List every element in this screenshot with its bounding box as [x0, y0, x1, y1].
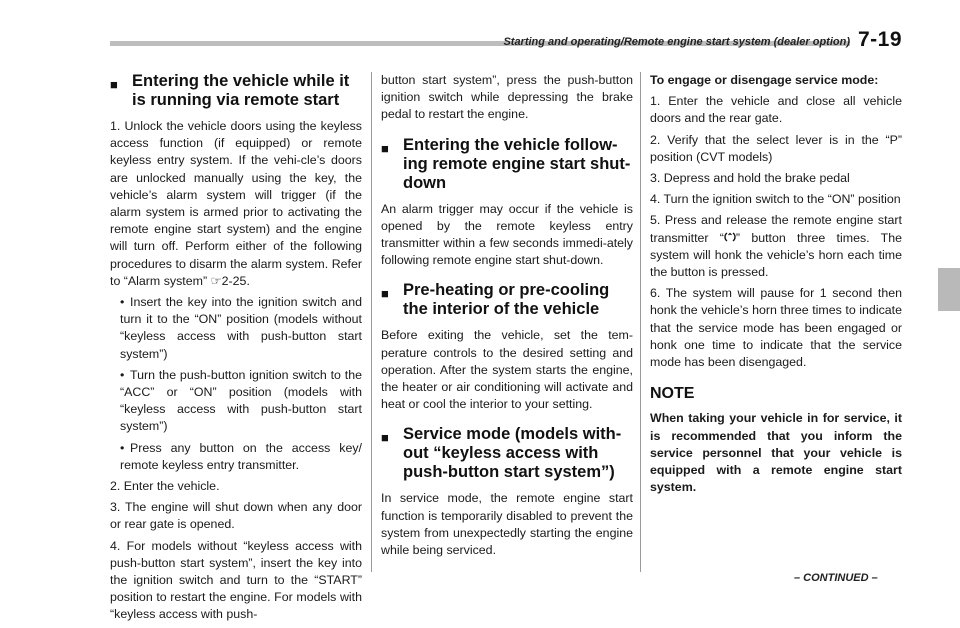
- step: 1. Enter the vehicle and close all vehicle doors and the rear gate.: [650, 94, 902, 126]
- note-text: When taking your vehicle in for service, it is recommended that you inform the service personnel that your vehicle is equipped with a remote engine start system.: [650, 411, 902, 495]
- paragraph: An alarm trigger may occur if the vehicle is opened by the remote keyless entry transmitter within a few seconds immedi-ately following remote engine start shut-down.: [381, 201, 633, 268]
- column-1: [110, 72, 362, 628]
- section-heading: ■ Service mode (models with-out “keyless access with push-button start system”): [381, 425, 622, 482]
- step: 3. Depress and hold the brake pedal: [650, 171, 850, 186]
- bullet-icon: •: [120, 295, 125, 310]
- header-title: Starting and operating/Remote engine start system (dealer option): [503, 36, 850, 48]
- column-2: [381, 72, 633, 563]
- bullet-icon: •: [120, 367, 125, 382]
- section-heading: ■ Pre-heating or pre-cooling the interior of the vehicle: [381, 281, 610, 319]
- column-divider: [371, 72, 372, 572]
- bullet-item: • Press any button on the access key/ remote keyless entry transmitter.: [120, 440, 362, 472]
- subheading: To engage or disengage service mode:: [650, 73, 879, 87]
- bullet-item: • Turn the push-button ignition switch to the “ACC” or “ON” position (models with “keyless access with push-button start system”): [120, 367, 362, 434]
- remote-start-button-icon: [724, 231, 736, 243]
- page-number: 7-19: [858, 28, 903, 51]
- page-reference-icon: ☞: [210, 273, 222, 288]
- bullet-icon: •: [120, 440, 125, 455]
- column-3: [650, 72, 902, 500]
- step: 6. The system will pause for 1 second then honk the vehicle’s horn three times to indicate that the service mode has been engaged or honk one time to indicate that the service mode has been disengaged.: [650, 286, 902, 370]
- paragraph: In service mode, the remote engine start function is temporarily disabled to prevent the system from unexpectedly starting the engine while being serviced.: [381, 491, 633, 558]
- section-heading: ■ Entering the vehicle while it is running via remote start: [110, 72, 350, 109]
- square-bullet-icon: ■: [381, 430, 389, 446]
- continued-label: – CONTINUED –: [794, 572, 878, 584]
- section-tab: [938, 268, 960, 311]
- square-bullet-icon: ■: [381, 140, 389, 156]
- section-heading: ■ Entering the vehicle follow-ing remote engine start shut-down: [381, 135, 631, 192]
- step: 2. Verify that the select lever is in the “P” position (CVT models): [650, 132, 902, 164]
- step: 4. For models without “keyless access with push-button start system”, insert the key into the ignition switch and turn to the “START” position to restart the engine. For models with “keyless access with push-: [110, 538, 362, 622]
- column-divider: [640, 72, 641, 572]
- bullet-item: • Insert the key into the ignition switch and turn it to the “ON” position (models without “keyless access with push-button start system”): [120, 295, 362, 361]
- step: 3. The engine will shut down when any door or rear gate is opened.: [110, 500, 362, 532]
- note-heading: NOTE: [650, 385, 695, 403]
- step: 2. Enter the vehicle.: [110, 479, 220, 494]
- paragraph: Before exiting the vehicle, set the tem-perature controls to the desired setting and operation. After the system starts the engine, the heater or air conditioning will activate and heat or cool the interior to your setting.: [381, 328, 633, 412]
- step: 5. Press and release the remote engine start transmitter “ ” button three times. The system will honk the vehicle’s horn each time the button is pressed.: [650, 213, 902, 280]
- square-bullet-icon: ■: [110, 77, 118, 92]
- paragraph: 1. Unlock the vehicle doors using the keyless access function (if equipped) or remote keyless entry system. If the vehi-cle’s doors are unlocked manually using the key, the vehicle’s alarm system will trigger (if the alarm system is armed prior to activating the remote engine start system) and the engine will turn off. Perform either of the following procedures to disarm the alarm system. Refer to “Alarm system” ☞2-25.: [110, 119, 362, 288]
- paragraph: button start system”, press the push-button ignition switch while depressing the brake pedal to restart the engine.: [381, 73, 633, 122]
- square-bullet-icon: ■: [381, 286, 389, 302]
- step: 4. Turn the ignition switch to the “ON” position: [650, 192, 901, 207]
